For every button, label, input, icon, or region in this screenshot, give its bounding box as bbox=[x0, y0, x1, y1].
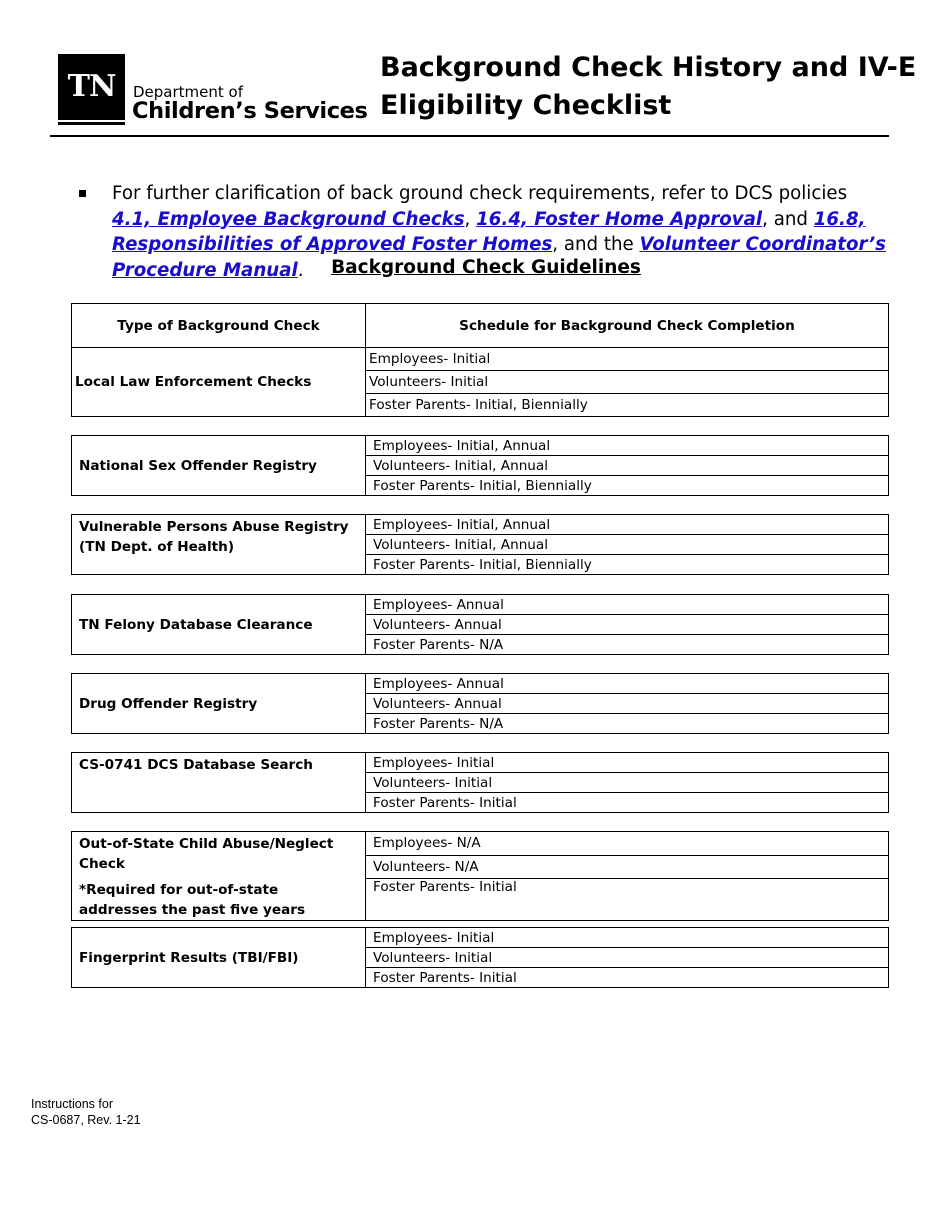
schedule-cell: Foster Parents- Initial bbox=[366, 793, 889, 813]
check-table-vulnerable-persons bbox=[71, 514, 889, 575]
header-divider bbox=[50, 135, 889, 137]
check-table-local-law bbox=[71, 303, 889, 417]
check-type: National Sex Offender Registry bbox=[72, 436, 366, 496]
schedule-cell: Employees- Initial bbox=[366, 753, 889, 773]
table-row bbox=[72, 348, 889, 371]
logo-underline-2 bbox=[58, 122, 125, 125]
schedule-cell: Employees- Initial, Annual bbox=[366, 436, 889, 456]
table-row bbox=[72, 753, 889, 773]
logo-agency-name: Children’s Services bbox=[132, 98, 368, 124]
page-title: Background Check History and IV-E Eligibility Checklist bbox=[380, 52, 917, 121]
check-table-drug-offender bbox=[71, 673, 889, 734]
volunteer-manual-link[interactable]: Volunteer Coordinator’s Procedure Manual bbox=[112, 234, 886, 281]
intro-sep: , and bbox=[762, 208, 814, 230]
type-column-header: Type of Background Check bbox=[72, 304, 366, 348]
schedule-cell: Volunteers- Initial bbox=[366, 371, 889, 394]
table-row bbox=[72, 832, 889, 856]
logo-underline bbox=[58, 116, 125, 120]
schedule-cell: Volunteers- Annual bbox=[366, 694, 889, 714]
logo-department-text: Department of bbox=[133, 83, 243, 101]
schedule-cell: Foster Parents- N/A bbox=[366, 714, 889, 734]
table-row bbox=[72, 674, 889, 694]
check-table-fingerprint bbox=[71, 927, 889, 988]
check-type: Local Law Enforcement Checks bbox=[72, 348, 366, 417]
schedule-cell: Foster Parents- N/A bbox=[366, 635, 889, 655]
check-type: TN Felony Database Clearance bbox=[72, 595, 366, 655]
schedule-cell: Foster Parents- Initial bbox=[366, 879, 889, 921]
check-table-dcs-database bbox=[71, 752, 889, 813]
intro-sep: , bbox=[464, 208, 477, 230]
schedule-cell: Employees- Annual bbox=[366, 674, 889, 694]
schedule-cell: Volunteers- Initial bbox=[366, 773, 889, 793]
policy-16-4-link[interactable]: 16.4, Foster Home Approval bbox=[476, 208, 763, 230]
check-type: CS-0741 DCS Database Search bbox=[72, 753, 366, 813]
check-type: Fingerprint Results (TBI/FBI) bbox=[72, 928, 366, 988]
check-table-felony-database bbox=[71, 594, 889, 655]
table-row bbox=[72, 928, 889, 948]
schedule-cell: Foster Parents- Initial, Biennially bbox=[366, 394, 889, 417]
schedule-cell: Employees- Initial, Annual bbox=[366, 515, 889, 535]
tn-logo-mark: TN bbox=[58, 54, 125, 118]
schedule-cell: Foster Parents- Initial, Biennially bbox=[366, 476, 889, 496]
table-row bbox=[72, 436, 889, 456]
intro-sep: . bbox=[297, 259, 304, 281]
schedule-cell: Foster Parents- Initial bbox=[366, 968, 889, 988]
schedule-cell: Volunteers- N/A bbox=[366, 855, 889, 879]
check-table-sex-offender bbox=[71, 435, 889, 496]
check-note: *Required for out-of-state addresses the past five years bbox=[79, 882, 306, 918]
footer-form-number: CS-0687, Rev. 1-21 bbox=[31, 1113, 141, 1127]
intro-sep: , and the bbox=[552, 234, 640, 255]
check-table-out-of-state bbox=[71, 831, 889, 921]
form-footer bbox=[31, 1096, 141, 1128]
check-type: Vulnerable Persons Abuse Registry (TN Dept. of Health) bbox=[72, 515, 366, 575]
schedule-cell: Volunteers- Initial bbox=[366, 948, 889, 968]
schedule-cell: Volunteers- Initial, Annual bbox=[366, 535, 889, 555]
footer-line-1: Instructions for bbox=[31, 1097, 113, 1111]
table-row bbox=[72, 515, 889, 535]
schedule-cell: Employees- Initial bbox=[366, 928, 889, 948]
schedule-cell: Employees- N/A bbox=[366, 832, 889, 856]
schedule-cell: Volunteers- Initial, Annual bbox=[366, 456, 889, 476]
schedule-cell: Foster Parents- Initial, Biennially bbox=[366, 555, 889, 575]
schedule-cell: Employees- Initial bbox=[366, 348, 889, 371]
guidelines-heading: Background Check Guidelines bbox=[331, 257, 641, 278]
check-type-cell bbox=[72, 832, 366, 921]
policy-16-8-link[interactable]: 16.8, Responsibilities of Approved Foster Homes bbox=[112, 208, 866, 255]
check-type: Drug Offender Registry bbox=[72, 674, 366, 734]
schedule-cell: Employees- Annual bbox=[366, 595, 889, 615]
table-header-row bbox=[72, 304, 889, 348]
intro-text-lead: For further clarification of back ground check requirements, refer to DCS policies bbox=[112, 183, 848, 204]
schedule-cell: Volunteers- Annual bbox=[366, 615, 889, 635]
schedule-column-header: Schedule for Background Check Completion bbox=[366, 304, 889, 348]
bullet-icon bbox=[79, 190, 86, 197]
table-row bbox=[72, 595, 889, 615]
policy-4-1-link[interactable]: 4.1, Employee Background Checks bbox=[112, 208, 465, 230]
check-type: Out-of-State Child Abuse/Neglect Check bbox=[79, 836, 334, 872]
